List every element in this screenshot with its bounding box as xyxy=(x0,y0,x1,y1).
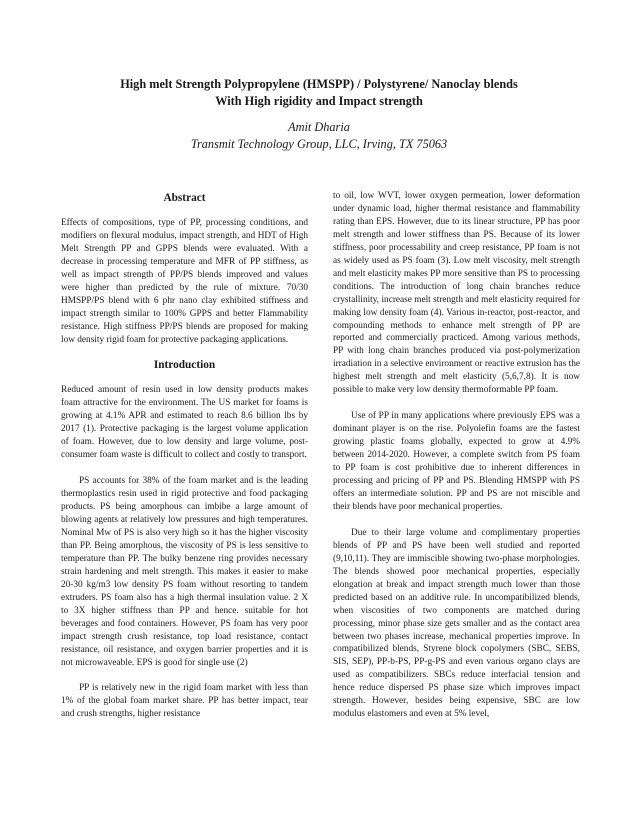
right-paragraph-3: Due to their large volume and complimentary properties blends of PP and PS have been well studied and reported (9,10,11). They are immiscible showing two-phase morphologies. The blends showed poor mechanical properties, especially elongation at break and impact strength much lower than those predicted based on an additive rule. In uncompatibilized blends, when viscosities of two components are matched during processing, minor phase size gets smaller and as the contact area between two phases increase, mechanical properties improve. In compatibilized blends, Styrene block copolymers (SBC, SEBS, SIS, SEP), PP-b-PS, PP-g-PS and even various organo clays are used as compatibilizers. SBCs reduce interfacial tension and hence reduce dispersed PS phase size which improves impact strength. However, besides being expensive, SBC are low modulus elastomers and even at 5% level, xyxy=(333,527,580,720)
intro-paragraph-1: Reduced amount of resin used in low density products makes foam attractive for the environment. The US market for foams is growing at 4.1% APR and estimated to reach 8.6 billion lbs by 2017 (1). Protective packaging is the largest volume application of foam. However, due to low density and large volume, post-consumer foam waste is difficult to collect and costly to transport. xyxy=(61,385,308,461)
title-line-2: With High rigidity and Impact strength xyxy=(215,93,423,108)
right-paragraph-1: to oil, low WVT, lower oxygen permeation, lower deformation under dynamic load, higher thermal resistance and flammability rating than EPS. However, due to its linear structure, PP has poor melt strength and lower stiffness than PS. Because of its lower stiffness, poor processability and creep resistance, PP foam is not as widely used as PS foam (3). Low melt viscosity, melt strength and melt elasticity makes PP more sensitive than PS to processing conditions. The introduction of long chain branches reduce crystallinity, increase melt strength and melt elasticity required for making low density foam (4). Various in-reactor, post-reactor, and compounding methods to enhance melt strength of PP are reported and commercially practiced. Among various methods, PP with long chain branches produced via post-polymerization irradiation in a selective environment or reactive extrusion has the highest melt strength and melt elasticity (5,6,7,8). It is now possible to make very low density thermoformable PP foam. xyxy=(333,191,580,396)
author-block xyxy=(60,119,578,152)
title-line-1: High melt Strength Polypropylene (HMSPP) / Polystyrene/ Nanoclay blends xyxy=(120,77,518,91)
author-name: Amit Dharia xyxy=(288,120,350,134)
intro-paragraph-3: PP is relatively new in the rigid foam market with less than 1% of the global foam market share. PP has better impact, tear and crush strengths, higher resistance xyxy=(61,683,308,720)
intro-paragraph-2: PS accounts for 38% of the foam market and is the leading thermoplastics resin used in rigid protective and food packaging products. PS being amorphous can imbibe a large amount of blowing agents at relatively low pressures and high temperatures. Nominal Mw of PS is also very high so it has the higher viscosity than PP. Being amorphous, the viscosity of PS is less sensitive to temperature than PP. The bulky benzene ring provides necessary strain hardening and melt strength. This makes it easier to make 20-30 kg/m3 low density PS foam without resorting to tandem extruders. PS foam also has a high thermal insulation value. 2 X to 3X higher stiffness than PP and hence. suitable for hot beverages and food containers. However, PS foam has very poor impact strength crush resistance, top load resistance, contact resistance, oil resistance, and oxygen barrier properties and it is not microwaveable. EPS is good for single use (2) xyxy=(61,476,308,668)
introduction-heading: Introduction xyxy=(153,359,216,372)
author-affiliation: Transmit Technology Group, LLC, Irving, TX 75063 xyxy=(190,136,448,151)
abstract-heading: Abstract xyxy=(163,192,206,204)
left-column xyxy=(61,192,308,734)
abstract-text: Effects of compositions, type of PP, processing conditions, and modifiers on flexural modulus, impact strength, and HDT of High Melt Strength PP and GPPS blends were evaluated. With a decrease in processing temperature and MFR of PP stiffness, as well as impact strength of PP/PS blends improved and values were higher than predicted by the rule of mixture. 70/30 HMSPP/PS blend with 6 phr nano clay exhibited stiffness and impact strength similar to 100% GPPS and better Flammability resistance. High stiffness PP/PS blends are proposed for making low density rigid foam for protective packaging applications. xyxy=(61,217,308,345)
right-paragraph-2: Use of PP in many applications where previously EPS was a dominant player is on the rise. Polyolefin foams are the fastest growing plastic foams globally, expected to grow at 4.9% between 2014-2020. However, a complete switch from PS foam to PP foam is cost prohibitive due to inherent differences in processing and pricing of PP and PS. Blending HMSPP with PS offers an intermediate solution. PP and PS are not miscible and their blends have poor mechanical properties. xyxy=(333,411,580,512)
paper-title xyxy=(60,76,578,109)
right-column xyxy=(333,190,580,734)
